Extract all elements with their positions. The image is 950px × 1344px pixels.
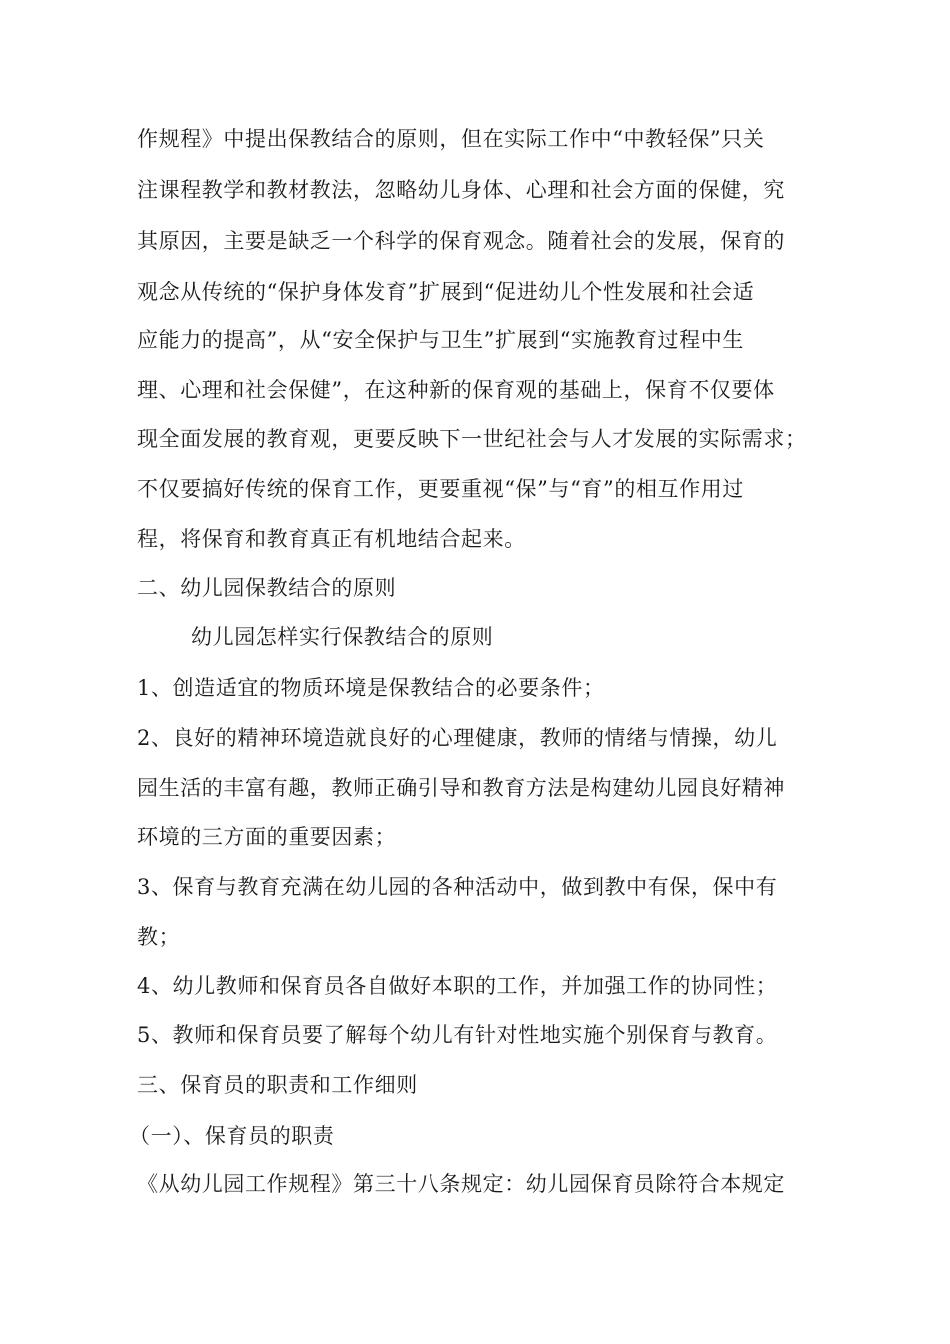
subheading: 幼儿园怎样实行保教结合的原则 xyxy=(191,625,494,649)
paragraph-line: 现全面发展的教育观，更要反映下一世纪社会与人才发展的实际需求； xyxy=(137,427,807,451)
paragraph-line: 注课程教学和教材教法，忽略幼儿身体、心理和社会方面的保健，究 xyxy=(137,178,785,202)
paragraph-line: 程，将保育和教育真正有机地结合起来。 xyxy=(137,527,526,551)
paragraph-line: 应能力的提高”，从“安全保护与卫生”扩展到“实施教育过程中生 xyxy=(137,328,744,352)
list-item-continuation: 环境的三方面的重要因素； xyxy=(137,825,397,849)
list-item: 1、创造适宜的物质环境是保教结合的必要条件； xyxy=(137,676,605,700)
paragraph-line: 其原因，主要是缺乏一个科学的保育观念。随着社会的发展，保育的 xyxy=(137,229,785,253)
paragraph-line: 不仅要搞好传统的保育工作，更要重视“保”与“育”的相互作用过 xyxy=(137,477,744,501)
list-item: 5、教师和保育员要了解每个幼儿有针对性地实施个别保育与教育。 xyxy=(137,1023,778,1047)
section-heading: 二、幼儿园保教结合的原则 xyxy=(137,576,397,600)
list-item-continuation: 园生活的丰富有趣，教师正确引导和教育方法是构建幼儿园良好精神 xyxy=(137,776,785,800)
list-item-continuation: 教； xyxy=(137,925,181,949)
paragraph-line: 作规程》中提出保教结合的原则，但在实际工作中“中教轻保”只关 xyxy=(137,127,765,151)
list-item: 2、良好的精神环境造就良好的心理健康，教师的情绪与情操，幼儿 xyxy=(137,726,778,750)
section-heading: 三、保育员的职责和工作细则 xyxy=(137,1073,418,1097)
subheading: （一）、保育员的职责 xyxy=(129,1124,335,1148)
list-item: 3、保育与教育充满在幼儿园的各种活动中，做到教中有保，保中有 xyxy=(137,875,778,899)
paragraph-line: 观念从传统的“保护身体发育”扩展到“促进幼儿个性发展和社会适 xyxy=(137,280,755,304)
paragraph-line: 理、心理和社会保健”，在这种新的保育观的基础上，保育不仅要体 xyxy=(137,378,775,402)
list-item: 4、幼儿教师和保育员各自做好本职的工作，并加强工作的协同性； xyxy=(137,974,778,998)
paragraph-line: 《从幼儿园工作规程》第三十八条规定：幼儿园保育员除符合本规定 xyxy=(137,1172,785,1196)
